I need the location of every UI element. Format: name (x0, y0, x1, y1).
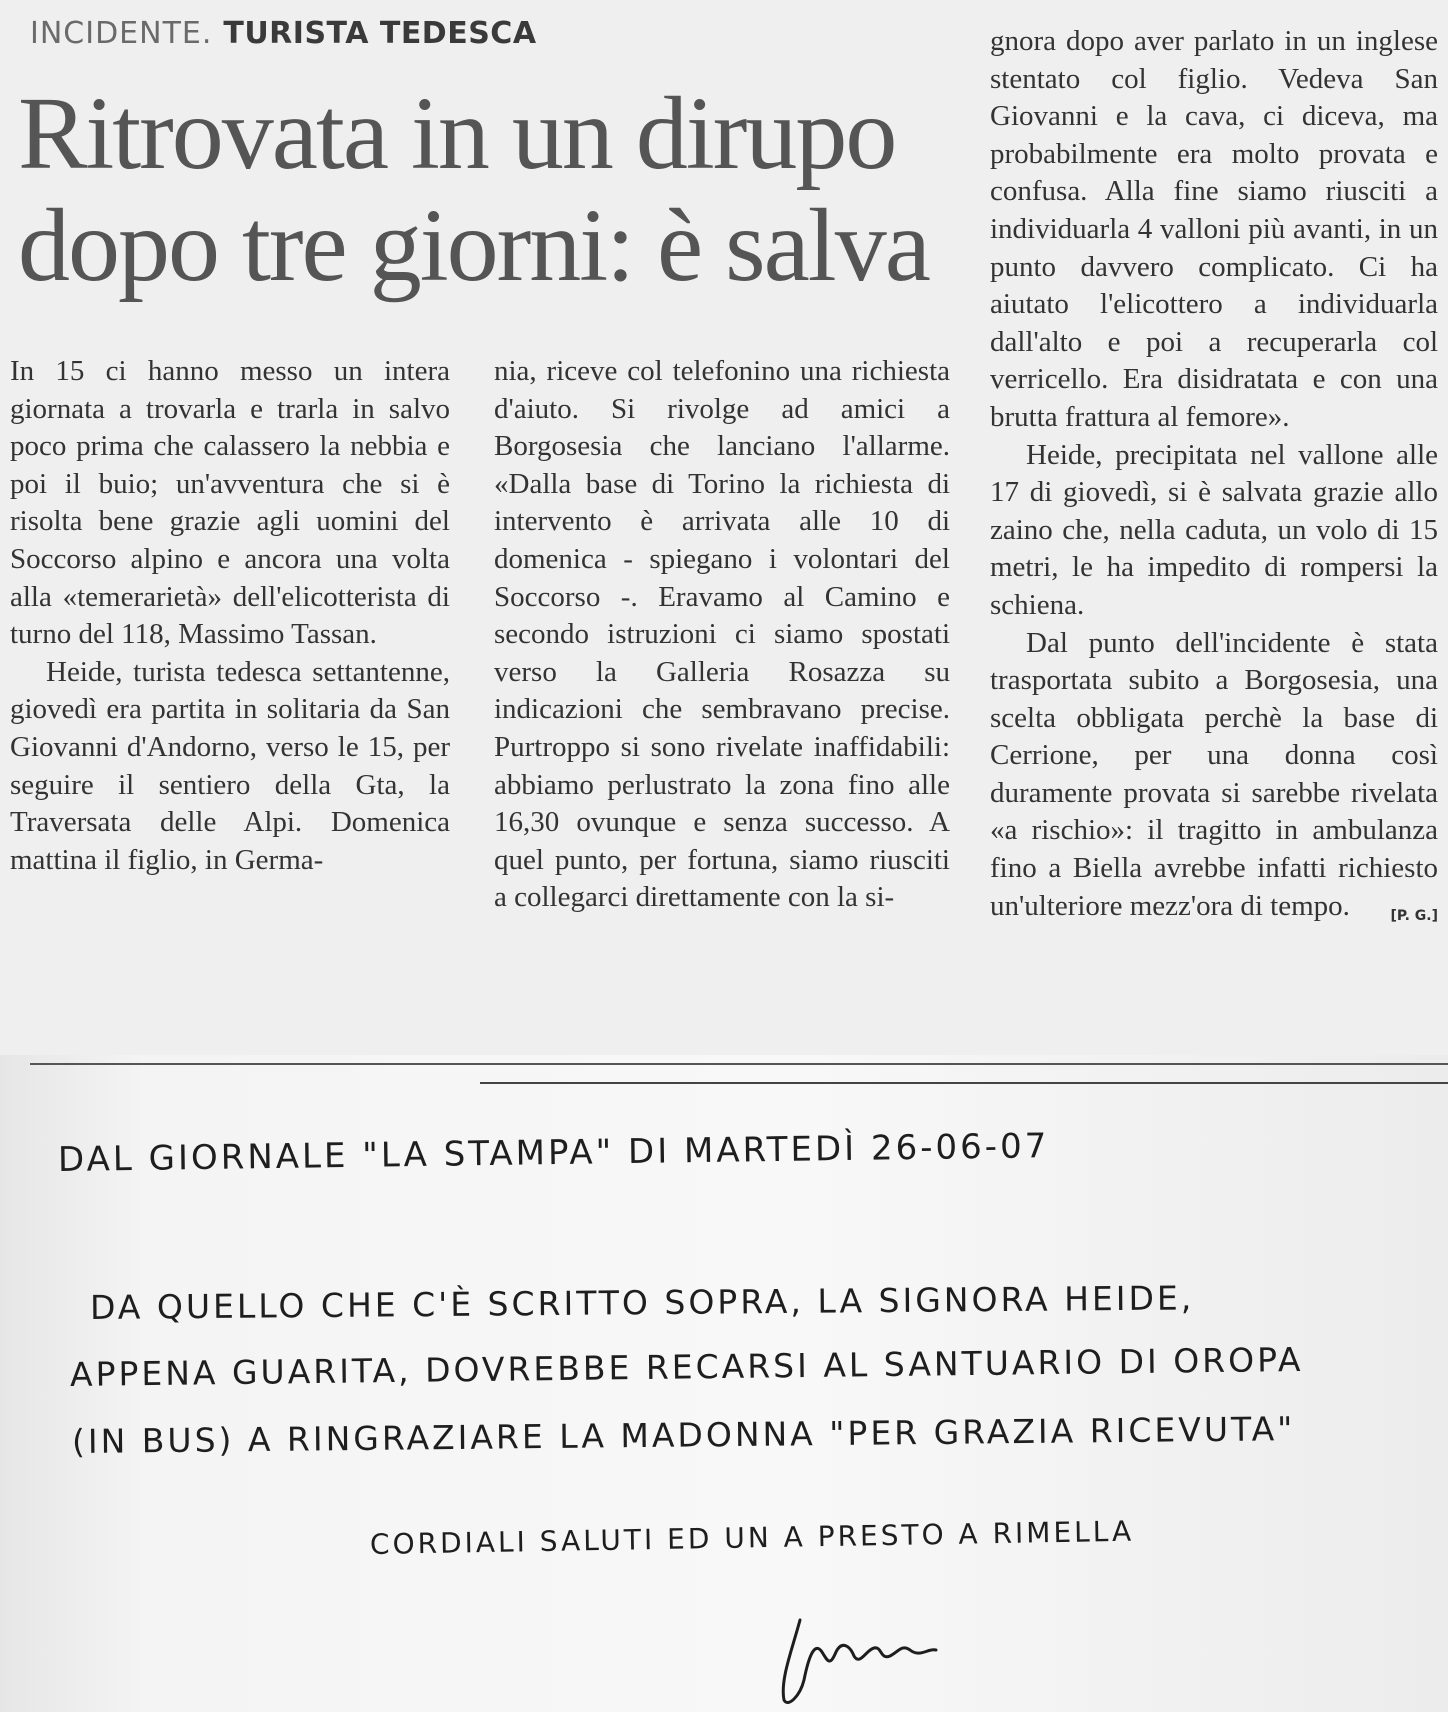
handwritten-signature (770, 1600, 970, 1710)
column-3-paragraph-1: gnora dopo aver parlato in un inglese stentato col figlio. Vedeva San Giovanni e la cava, ci diceva, ma probabilmente era molto provata e confusa. Alla fine siamo riusciti a individuarla 4 valloni più avanti, in un punto davvero complicato. Ci ha aiutato l'elicottero a individuarla dall'alto e poi a recuperarla col verricello. Era disidratata e con una brutta frattura al femore». (990, 25, 1438, 433)
column-1-paragraph-2: Heide, turista tedesca settantenne, giovedì era partita in solitaria da San Giovanni d'Andorno, verso le 15, per seguire il sentiero della Gta, la Traversata delle Alpi. Domenica mattina il figlio, in Germa- (10, 655, 450, 876)
article-column-3 (990, 23, 1438, 935)
kicker-section: INCIDENTE. (30, 16, 213, 51)
handwritten-line-3: APPENA GUARITA, DOVREBBE RECARSI AL SANTUARIO DI OROPA (69, 1339, 1304, 1394)
byline: [P. G.] (1390, 907, 1438, 924)
handwritten-note (0, 1100, 1448, 1712)
article-column-1 (10, 353, 450, 879)
column-1-paragraph-1: In 15 ci hanno messo un intera giornata a trovarla e trarla in salvo poco prima che calassero la nebbia e poi il buio; un'avventura che si è risolta bene grazie agli uomini del Soccorso alpino e ancora una volta alla «temerarietà» dell'elicotterista di turno del 118, Massimo Tassan. (10, 355, 450, 651)
column-3-paragraph-3-text: Dal punto dell'incidente è stata trasportata subito a Borgosesia, una scelta obbligata perchè la base di Cerrione, per una donna così duramente provata si sarebbe rivelata «a rischio»: il tragitto in ambulanza fino a Biella avrebbe infatti richiesto un'ulteriore mezz'ora di tempo. (990, 626, 1438, 922)
clipping-edge-line (30, 1063, 1448, 1065)
article-headline (18, 78, 978, 302)
headline-line-1: Ritrovata in un dirupo (18, 76, 896, 191)
divider-line (480, 1082, 1448, 1084)
handwritten-line-4: (IN BUS) A RINGRAZIARE LA MADONNA "PER GRAZIA RICEVUTA" (71, 1409, 1296, 1461)
article-kicker (30, 16, 537, 51)
article-column-2 (494, 353, 950, 917)
column-3-paragraph-2: Heide, precipitata nel vallone alle 17 di giovedì, si è salvata grazie allo zaino che, nella caduta, un volo di 15 metri, le ha impedito di rompersi la schiena. (990, 438, 1438, 621)
handwritten-source-line: DAL GIORNALE "LA STAMPA" DI MARTEDÌ 26-06-07 (57, 1126, 1050, 1180)
handwritten-line-2: DA QUELLO CHE C'È SCRITTO SOPRA, LA SIGNORA HEIDE, (89, 1278, 1195, 1327)
column-2-paragraph-1: nia, riceve col telefonino una richiesta d'aiuto. Si rivolge ad amici a Borgosesia che lanciano l'allarme. «Dalla base di Torino la richiesta di intervento è arrivata alle 10 di domenica - spiegano i volontari del Soccorso -. Eravamo al Camino e secondo istruzioni ci siamo spostati verso la Galleria Rosazza su indicazioni che sembravano precise. Purtroppo si sono rivelate inaffidabili: abbiamo perlustrato la zona fino alle 16,30 ovunque e senza successo. A quel punto, per fortuna, siamo riusciti a collegarci direttamente con la si- (494, 355, 950, 914)
column-3-paragraph-3 (990, 625, 1438, 926)
handwritten-greeting: CORDIALI SALUTI ED UN A PRESTO A RIMELLA (369, 1514, 1135, 1561)
kicker-topic: TURISTA TEDESCA (223, 16, 537, 51)
headline-line-2: dopo tre giorni: è salva (18, 188, 929, 303)
